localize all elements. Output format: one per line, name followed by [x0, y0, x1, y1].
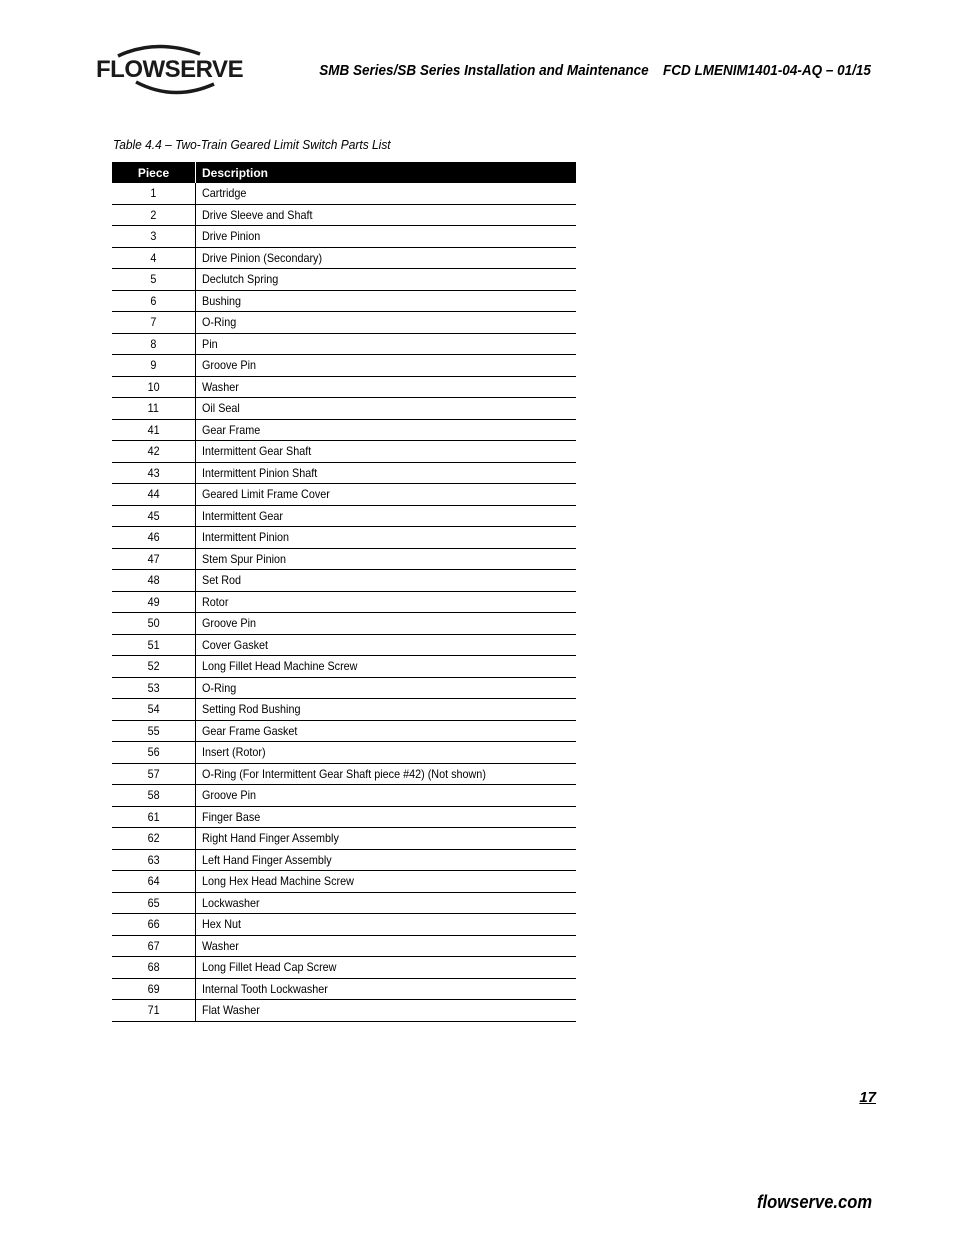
description-cell: O-Ring: [196, 312, 577, 334]
table-row: [112, 806, 576, 828]
piece-number-cell: 4: [112, 247, 196, 269]
piece-number-cell: 45: [112, 505, 196, 527]
piece-number-cell: 52: [112, 656, 196, 678]
piece-number-cell: 8: [112, 333, 196, 355]
table-row: [112, 935, 576, 957]
description-cell: Left Hand Finger Assembly: [196, 849, 577, 871]
table-row: [112, 720, 576, 742]
piece-number-cell: 9: [112, 355, 196, 377]
piece-number-cell: 65: [112, 892, 196, 914]
piece-number-cell: 46: [112, 527, 196, 549]
table-row: [112, 677, 576, 699]
page-number: 17: [859, 1089, 876, 1106]
table-row: [112, 269, 576, 291]
description-cell: Long Fillet Head Machine Screw: [196, 656, 577, 678]
piece-number-cell: 7: [112, 312, 196, 334]
description-cell: Groove Pin: [196, 613, 577, 635]
table-row: [112, 957, 576, 979]
table-row: [112, 484, 576, 506]
table-row: [112, 742, 576, 764]
description-cell: Long Fillet Head Cap Screw: [196, 957, 577, 979]
piece-number-cell: 64: [112, 871, 196, 893]
piece-number-cell: 57: [112, 763, 196, 785]
description-cell: Drive Pinion: [196, 226, 577, 248]
piece-number-cell: 61: [112, 806, 196, 828]
description-cell: Finger Base: [196, 806, 577, 828]
table-row: [112, 441, 576, 463]
table-row: [112, 527, 576, 549]
description-cell: Hex Nut: [196, 914, 577, 936]
description-cell: Stem Spur Pinion: [196, 548, 577, 570]
parts-table: [112, 162, 576, 1022]
piece-number-cell: 10: [112, 376, 196, 398]
description-cell: Intermittent Gear: [196, 505, 577, 527]
table-row: [112, 871, 576, 893]
description-cell: Cover Gasket: [196, 634, 577, 656]
piece-number-cell: 62: [112, 828, 196, 850]
description-cell: Intermittent Pinion Shaft: [196, 462, 577, 484]
series-title: SMB Series/SB Series Installation and Maintenance: [319, 62, 649, 79]
description-cell: Intermittent Gear Shaft: [196, 441, 577, 463]
description-cell: Geared Limit Frame Cover: [196, 484, 577, 506]
description-cell: Intermittent Pinion: [196, 527, 577, 549]
column-header-piece: Piece: [112, 162, 196, 183]
description-cell: Drive Sleeve and Shaft: [196, 204, 577, 226]
document-code: FCD LMENIM1401-04-AQ – 01/15: [663, 62, 871, 79]
table-row: [112, 656, 576, 678]
description-cell: O-Ring: [196, 677, 577, 699]
piece-number-cell: 55: [112, 720, 196, 742]
table-row: [112, 204, 576, 226]
piece-number-cell: 5: [112, 269, 196, 291]
piece-number-cell: 3: [112, 226, 196, 248]
table-row: [112, 226, 576, 248]
table-row: [112, 290, 576, 312]
table-row: [112, 613, 576, 635]
table-row: [112, 570, 576, 592]
piece-number-cell: 41: [112, 419, 196, 441]
piece-number-cell: 71: [112, 1000, 196, 1022]
table-row: [112, 892, 576, 914]
table-row: [112, 355, 576, 377]
piece-number-cell: 68: [112, 957, 196, 979]
table-row: [112, 312, 576, 334]
piece-number-cell: 47: [112, 548, 196, 570]
description-cell: Cartridge: [196, 183, 577, 204]
description-cell: O-Ring (For Intermittent Gear Shaft piece #42) (Not shown): [196, 763, 577, 785]
piece-number-cell: 69: [112, 978, 196, 1000]
column-header-description: Description: [196, 162, 577, 183]
piece-number-cell: 67: [112, 935, 196, 957]
table-row: [112, 376, 576, 398]
piece-number-cell: 53: [112, 677, 196, 699]
table-row: [112, 333, 576, 355]
piece-number-cell: 58: [112, 785, 196, 807]
table-row: [112, 763, 576, 785]
piece-number-cell: 56: [112, 742, 196, 764]
table-caption: Table 4.4 – Two-Train Geared Limit Switch Parts List: [113, 137, 391, 152]
piece-number-cell: 63: [112, 849, 196, 871]
piece-number-cell: 66: [112, 914, 196, 936]
description-cell: Pin: [196, 333, 577, 355]
table-row: [112, 634, 576, 656]
description-cell: Groove Pin: [196, 355, 577, 377]
description-cell: Set Rod: [196, 570, 577, 592]
description-cell: Washer: [196, 376, 577, 398]
table-row: [112, 398, 576, 420]
logo-wordmark: FLOWSERVE: [96, 56, 244, 83]
table-row: [112, 591, 576, 613]
parts-table-body: [112, 183, 576, 1021]
table-row: [112, 849, 576, 871]
piece-number-cell: 48: [112, 570, 196, 592]
table-row: [112, 699, 576, 721]
table-row: [112, 183, 576, 204]
description-cell: Gear Frame: [196, 419, 577, 441]
description-cell: Flat Washer: [196, 1000, 577, 1022]
table-row: [112, 548, 576, 570]
table-row: [112, 828, 576, 850]
piece-number-cell: 6: [112, 290, 196, 312]
page-header: [319, 62, 871, 79]
table-row: [112, 247, 576, 269]
description-cell: Drive Pinion (Secondary): [196, 247, 577, 269]
footer-website: flowserve.com: [756, 1192, 872, 1212]
description-cell: Setting Rod Bushing: [196, 699, 577, 721]
table-row: [112, 419, 576, 441]
description-cell: Lockwasher: [196, 892, 577, 914]
piece-number-cell: 54: [112, 699, 196, 721]
piece-number-cell: 1: [112, 183, 196, 204]
description-cell: Gear Frame Gasket: [196, 720, 577, 742]
table-row: [112, 1000, 576, 1022]
table-row: [112, 785, 576, 807]
flowserve-logo: [96, 40, 244, 96]
table-header-row: [112, 162, 576, 183]
piece-number-cell: 11: [112, 398, 196, 420]
description-cell: Long Hex Head Machine Screw: [196, 871, 577, 893]
piece-number-cell: 2: [112, 204, 196, 226]
piece-number-cell: 44: [112, 484, 196, 506]
table-row: [112, 978, 576, 1000]
piece-number-cell: 43: [112, 462, 196, 484]
description-cell: Right Hand Finger Assembly: [196, 828, 577, 850]
description-cell: Bushing: [196, 290, 577, 312]
description-cell: Declutch Spring: [196, 269, 577, 291]
description-cell: Oil Seal: [196, 398, 577, 420]
description-cell: Washer: [196, 935, 577, 957]
description-cell: Insert (Rotor): [196, 742, 577, 764]
description-cell: Internal Tooth Lockwasher: [196, 978, 577, 1000]
piece-number-cell: 49: [112, 591, 196, 613]
table-row: [112, 505, 576, 527]
description-cell: Rotor: [196, 591, 577, 613]
table-row: [112, 914, 576, 936]
piece-number-cell: 51: [112, 634, 196, 656]
table-row: [112, 462, 576, 484]
description-cell: Groove Pin: [196, 785, 577, 807]
piece-number-cell: 50: [112, 613, 196, 635]
piece-number-cell: 42: [112, 441, 196, 463]
